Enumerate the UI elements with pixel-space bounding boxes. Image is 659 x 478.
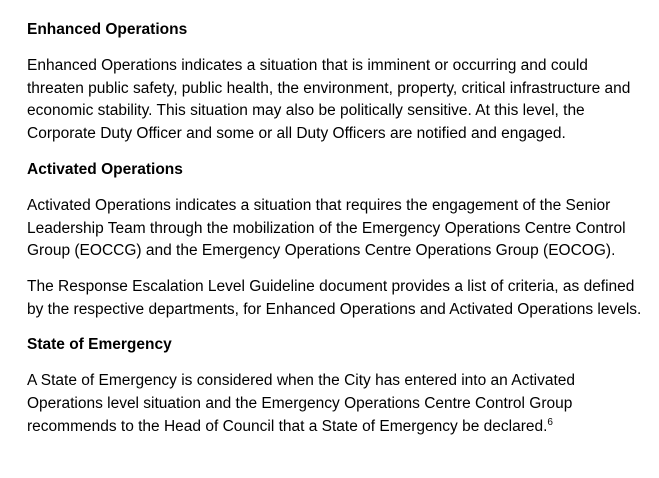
paragraph-state-of-emergency xyxy=(27,370,647,438)
paragraph-enhanced-operations: Enhanced Operations indicates a situation that is imminent or occurring and could threaten public safety, public health, the environment, property, critical infrastructure and economic stability. This situation may also be politically sensitive. At this level, the Corporate Duty Officer and some or all Duty Officers are notified and engaged. xyxy=(27,57,631,143)
footnote-reference[interactable]: 6 xyxy=(547,416,553,428)
paragraph-response-escalation-guideline: The Response Escalation Level Guideline document provides a list of criteria, as defined by the respective departments, for Enhanced Operations and Activated Operations levels. xyxy=(27,277,642,318)
paragraph-activated-operations: Activated Operations indicates a situation that requires the engagement of the Senior Leadership Team through the mobilization of the Emergency Operations Centre Control Group (EOCCG) and the Emergency Operations Centre Operations Group (EOCOG). xyxy=(27,196,626,260)
paragraph-state-of-emergency-text: A State of Emergency is considered when the City has entered into an Activated Operations level situation and the Emergency Operations Centre Control Group recommends to the Head of Council that a State of Emergency be declared. xyxy=(27,372,575,435)
section-heading-state-of-emergency: State of Emergency xyxy=(27,336,172,354)
section-heading-activated-operations: Activated Operations xyxy=(27,160,183,178)
section-heading-enhanced-operations: Enhanced Operations xyxy=(27,21,188,38)
